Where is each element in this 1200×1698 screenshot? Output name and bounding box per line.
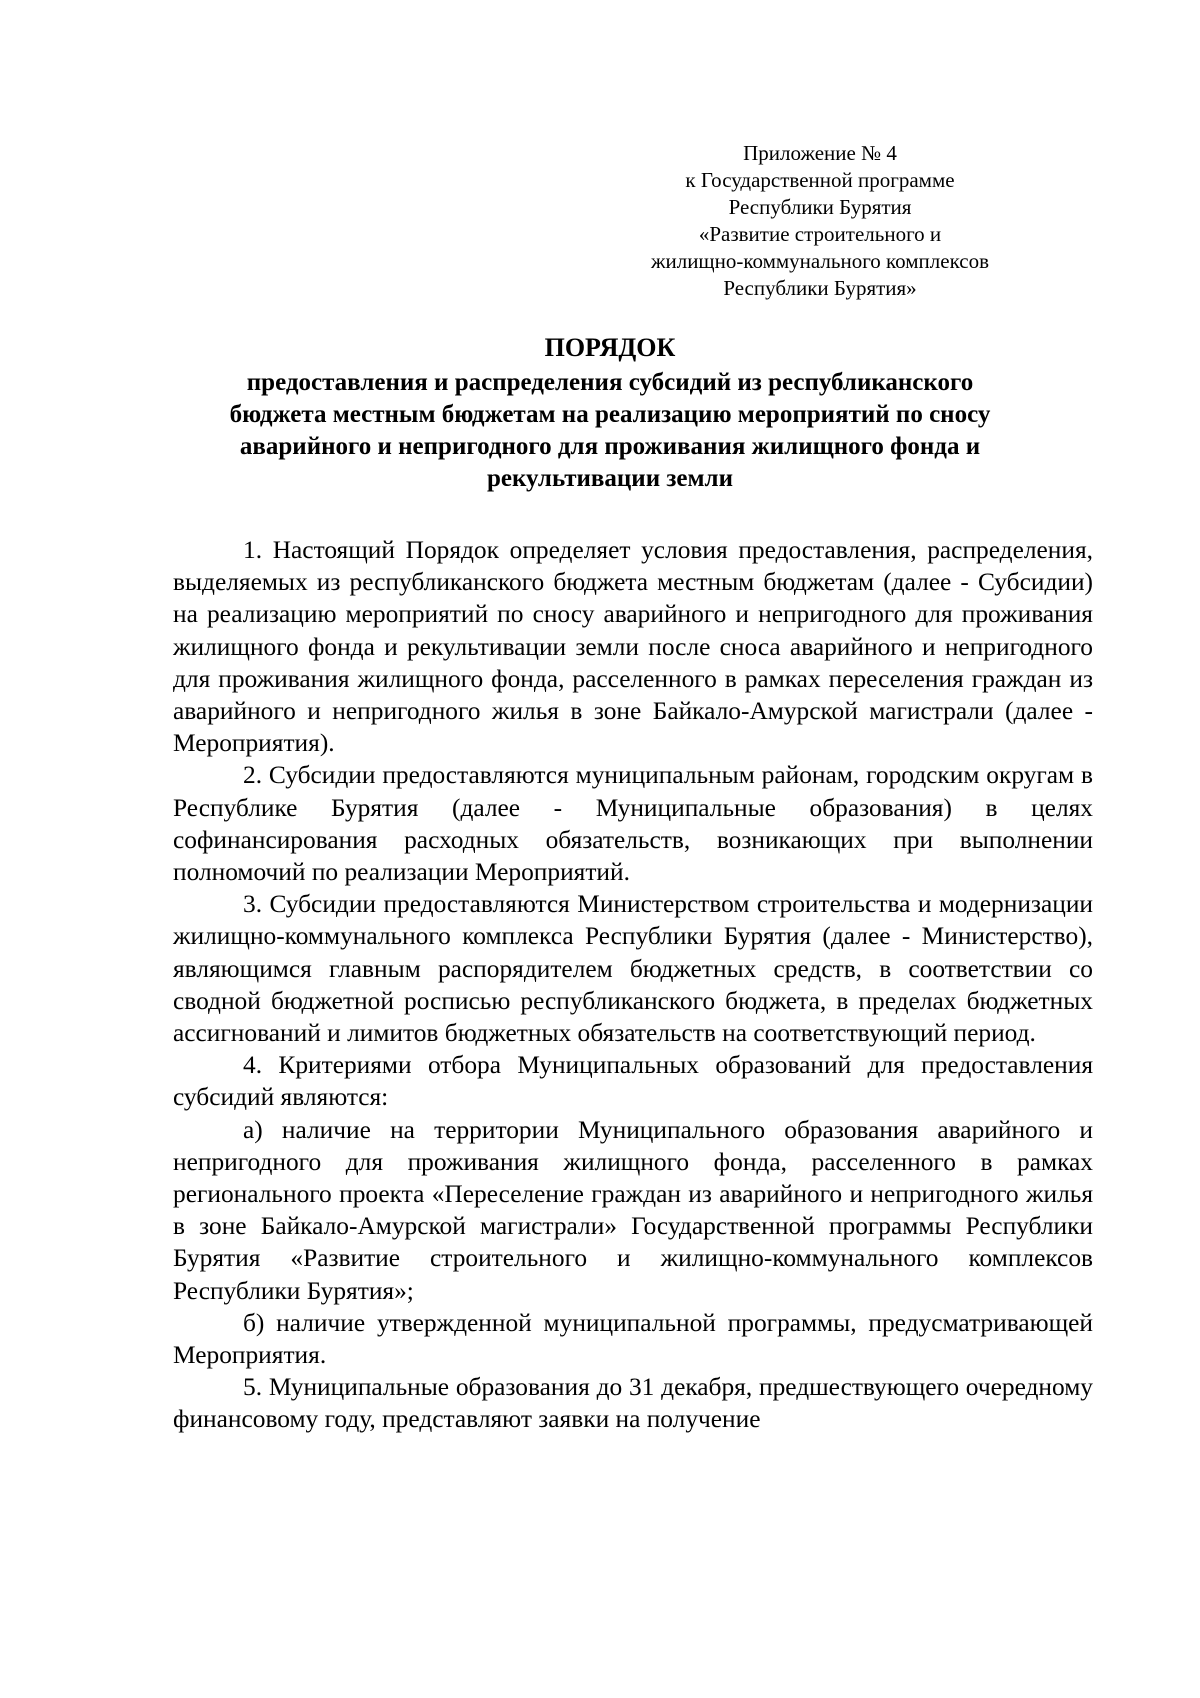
appendix-line: жилищно-коммунального комплексов (650, 249, 990, 273)
title-subtitle-line: бюджета местным бюджетам на реализацию мероприятий по сносу (229, 401, 991, 428)
paragraph-1: 1. Настоящий Порядок определяет условия предоставления, распределения, выделяемых из республиканского бюджета местным бюджетам (далее - Субсидии) на реализацию мероприятий по сносу аварийного и непригодного для проживания жилищного фонда и рекультивации земли после сноса аварийного и непригодного для проживания жилищного фонда, расселенного в рамках переселения граждан из аварийного и непригодного жилья в зоне Байкало-Амурской магистрали (далее - Мероприятия). (173, 536, 1093, 758)
title-subtitle-line: предоставления и распределения субсидий из республиканского (246, 369, 974, 396)
appendix-note (610, 140, 1030, 302)
document-title (160, 332, 1060, 495)
title-subtitle-line: рекультивации земли (487, 465, 733, 492)
paragraph-4b: б) наличие утвержденной муниципальной программы, предусматривающей Мероприятия. (173, 1308, 1093, 1370)
paragraph-5: 5. Муниципальные образования до 31 декабря, предшествующего очередному финансовому году, представляют заявки на получение (173, 1373, 1093, 1434)
appendix-line: Республики Бурятия (728, 195, 912, 219)
paragraph-4a: а) наличие на территории Муниципального образования аварийного и непригодного для проживания жилищного фонда, расселенного в рамках регионального проекта «Переселение граждан из аварийного и непригодного жилья в зоне Байкало-Амурской магистрали» Государственной программы Республики Бурятия «Развитие строительного и жилищно-коммунального комплексов Республики Бурятия»; (173, 1115, 1093, 1305)
title-main: ПОРЯДОК (544, 333, 676, 362)
appendix-line: «Развитие строительного и (698, 222, 942, 246)
paragraph-3: 3. Субсидии предоставляются Министерством строительства и модернизации жилищно-коммунального комплекса Республики Бурятия (далее - Министерство), являющимся главным распорядителем бюджетных средств, в соответствии со сводной бюджетной росписью республиканского бюджета, в пределах бюджетных ассигнований и лимитов бюджетных обязательств на соответствующий период. (173, 890, 1093, 1048)
appendix-line: к Государственной программе (685, 168, 955, 192)
title-subtitle-line: аварийного и непригодного для проживания жилищного фонда и (239, 433, 981, 460)
appendix-line: Приложение № 4 (743, 141, 897, 165)
appendix-line: Республики Бурятия» (723, 276, 917, 300)
document-body (173, 534, 1093, 1436)
paragraph-4: 4. Критериями отбора Муниципальных образований для предоставления субсидий являются: (173, 1051, 1093, 1112)
paragraph-2: 2. Субсидии предоставляются муниципальным районам, городским округам в Республике Бурятия (далее - Муниципальные образования) в целях софинансирования расходных обязательств, возникающих при выполнении полномочий по реализации Мероприятий. (173, 761, 1093, 887)
